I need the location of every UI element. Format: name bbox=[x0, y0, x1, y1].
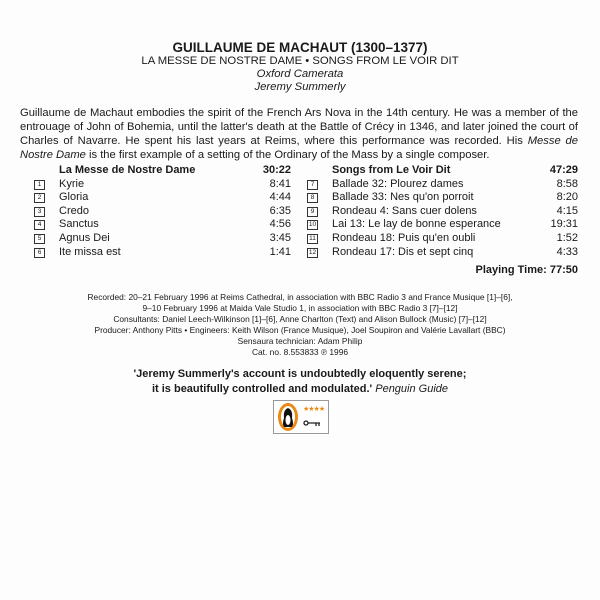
track-number-box: 7 bbox=[307, 180, 318, 190]
track-title: Ballade 33: Nes qu'on porroit bbox=[332, 191, 474, 204]
quote-line: it is beautifully controlled and modulated.' bbox=[151, 383, 373, 395]
track-row bbox=[34, 232, 291, 246]
track-time: 1:41 bbox=[269, 245, 291, 258]
intro-paragraph bbox=[20, 106, 578, 162]
album-title: GUILLAUME DE MACHAUT (1300–1377) bbox=[172, 40, 428, 55]
credit-line: Cat. no. 8.553833 ℗ 1996 bbox=[251, 347, 349, 357]
track-number-box: 2 bbox=[34, 193, 45, 203]
track-row bbox=[34, 178, 291, 192]
track-number-box: 8 bbox=[307, 193, 318, 203]
credit-line: 9–10 February 1996 at Maida Vale Studio 1, in association with BBC Radio 3 [7]–[12] bbox=[142, 303, 458, 313]
track-row bbox=[307, 191, 578, 205]
section-time: 47:29 bbox=[549, 164, 578, 176]
track-title: Lai 13: Le lay de bonne esperance bbox=[332, 218, 501, 231]
track-time: 8:41 bbox=[269, 177, 291, 190]
credit-line: Producer: Anthony Pitts • Engineers: Keith Wilson (France Musique), Joel Soupiron and Valérie Lavallart (BBC) bbox=[94, 325, 506, 335]
track-time: 8:58 bbox=[556, 177, 578, 190]
track-number-box: 9 bbox=[307, 207, 318, 217]
ensemble: Oxford Camerata bbox=[256, 68, 344, 80]
credit-line: Recorded: 20–21 February 1996 at Reims Cathedral, in association with BBC Radio 3 and France Musique [1]–[6], bbox=[87, 292, 513, 302]
playing-time: Playing Time: 77:50 bbox=[475, 264, 578, 276]
section-title: La Messe de Nostre Dame bbox=[59, 164, 196, 176]
track-number-box: 12 bbox=[308, 248, 317, 256]
track-row bbox=[34, 205, 291, 219]
track-time: 8:20 bbox=[556, 191, 578, 204]
credits bbox=[0, 292, 600, 358]
track-row bbox=[34, 246, 291, 260]
intro-text: is the first example of a setting of the Ordinary of the Mass by a single composer. bbox=[85, 149, 490, 161]
track-row bbox=[307, 246, 578, 260]
track-row bbox=[307, 218, 578, 232]
tracklist-mass bbox=[34, 164, 291, 259]
track-title: Gloria bbox=[59, 191, 89, 204]
section-header bbox=[307, 164, 578, 178]
section-time: 30:22 bbox=[262, 164, 291, 176]
star-rating: ★★★★ bbox=[303, 406, 325, 413]
track-time: 3:45 bbox=[269, 231, 291, 244]
track-number-box: 5 bbox=[34, 234, 45, 244]
track-title: Ballade 32: Plourez dames bbox=[332, 177, 464, 190]
track-time: 6:35 bbox=[269, 204, 291, 217]
track-time: 4:15 bbox=[556, 204, 578, 217]
intro-italic: Messe de Nostre Dame bbox=[20, 135, 578, 161]
credit-line: Consultants: Daniel Leech-Wilkinson [1]–[6], Anne Charlton (Text) and Alison Bullock (Music) [7]–[12] bbox=[113, 314, 487, 324]
track-title: Rondeau 17: Dis et sept cinq bbox=[332, 245, 474, 258]
track-title: Kyrie bbox=[59, 177, 85, 190]
track-number-box: 1 bbox=[34, 180, 45, 190]
track-number-box: 3 bbox=[34, 207, 45, 217]
track-title: Ite missa est bbox=[59, 245, 121, 258]
track-row bbox=[307, 205, 578, 219]
penguin-guide-rating bbox=[273, 400, 329, 434]
track-title: Rondeau 18: Puis qu'en oubli bbox=[332, 231, 476, 244]
quote-source: Penguin Guide bbox=[375, 383, 449, 395]
track-row bbox=[307, 178, 578, 192]
credit-line: Sensaura technician: Adam Philip bbox=[237, 336, 363, 346]
section-header bbox=[34, 164, 291, 178]
track-number-box: 11 bbox=[307, 234, 318, 244]
track-number-box: 4 bbox=[34, 220, 45, 230]
track-title: Rondeau 4: Sans cuer dolens bbox=[332, 204, 477, 217]
album-subtitle: LA MESSE DE NOSTRE DAME • SONGS FROM LE VOIR DIT bbox=[141, 55, 459, 67]
intro-text: Guillaume de Machaut embodies the spirit of the French Ars Nova in the 14th century. He was a member of the entrouage of John of Bohemia, until the latter's death at the Battle of Crécy in 1346, and later joined the court of Charles of Navarre. He spent his last years at Reims, where this performance was recorded. His bbox=[20, 107, 578, 147]
track-number-box: 6 bbox=[34, 248, 45, 258]
track-title: Agnus Dei bbox=[59, 231, 110, 244]
track-time: 19:31 bbox=[550, 218, 578, 231]
track-row bbox=[307, 232, 578, 246]
track-time: 4:44 bbox=[269, 191, 291, 204]
track-time: 1:52 bbox=[556, 231, 578, 244]
track-row bbox=[34, 218, 291, 232]
key-icon bbox=[304, 421, 320, 426]
tracklist-songs bbox=[307, 164, 578, 259]
review-quote bbox=[0, 367, 600, 397]
track-time: 4:56 bbox=[269, 218, 291, 231]
conductor: Jeremy Summerly bbox=[254, 81, 346, 93]
track-time: 4:33 bbox=[556, 245, 578, 258]
track-title: Sanctus bbox=[59, 218, 99, 231]
track-number-box: 10 bbox=[308, 221, 317, 229]
track-row bbox=[34, 191, 291, 205]
quote-line: 'Jeremy Summerly's account is undoubtedly eloquently serene; bbox=[133, 368, 467, 380]
track-title: Credo bbox=[59, 204, 89, 217]
section-title: Songs from Le Voir Dit bbox=[332, 164, 451, 176]
